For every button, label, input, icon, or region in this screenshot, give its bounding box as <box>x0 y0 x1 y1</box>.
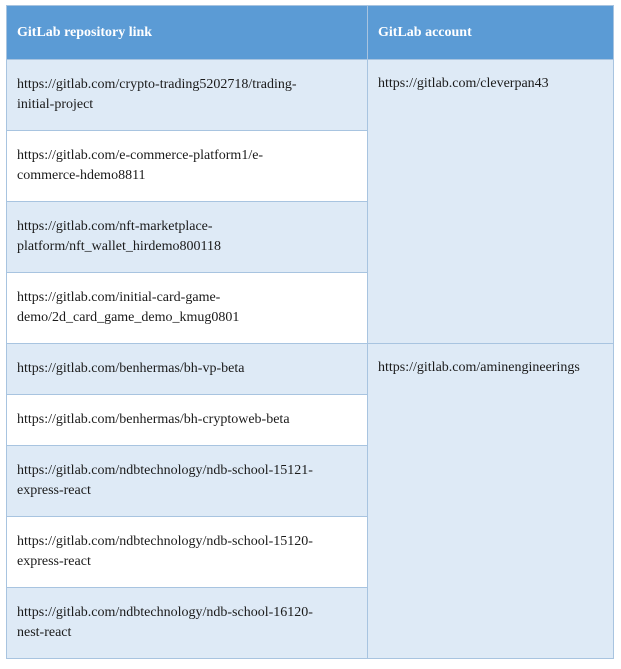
account-cell[interactable] <box>368 344 614 659</box>
repo-link-cell[interactable] <box>7 273 368 344</box>
repo-link-line1: https://gitlab.com/ndbtechnology/ndb-school-16120- <box>17 605 313 620</box>
repo-link-line2: initial-project <box>17 97 94 112</box>
header-row <box>7 6 614 60</box>
repo-link-line2: nest-react <box>17 625 72 640</box>
repo-link-cell[interactable] <box>7 344 368 395</box>
repo-link-cell[interactable] <box>7 446 368 517</box>
repo-link-line2: express-react <box>17 554 91 569</box>
repository-table <box>6 5 614 659</box>
repo-link-line1: https://gitlab.com/ndbtechnology/ndb-school-15121- <box>17 463 313 478</box>
repo-link-cell[interactable] <box>7 60 368 131</box>
header-repo-link: GitLab repository link <box>7 6 368 60</box>
repo-link-line1: https://gitlab.com/nft-marketplace- <box>17 219 213 234</box>
header-account: GitLab account <box>368 6 614 60</box>
account-link[interactable]: https://gitlab.com/cleverpan43 <box>378 76 549 91</box>
repo-link-line1: https://gitlab.com/initial-card-game- <box>17 290 221 305</box>
repo-link-line1: https://gitlab.com/benhermas/bh-vp-beta <box>17 361 245 376</box>
account-cell[interactable] <box>368 60 614 344</box>
repo-link-line2: commerce-hdemo8811 <box>17 168 146 183</box>
repo-link-line1: https://gitlab.com/crypto-trading5202718/trading- <box>17 77 297 92</box>
repo-link-line1: https://gitlab.com/benhermas/bh-cryptoweb-beta <box>17 412 290 427</box>
repo-link-cell[interactable] <box>7 131 368 202</box>
account-link[interactable]: https://gitlab.com/aminengineerings <box>378 360 580 375</box>
table-row <box>7 60 614 131</box>
repo-link-line2: demo/2d_card_game_demo_kmug0801 <box>17 310 240 325</box>
repo-link-cell[interactable] <box>7 588 368 659</box>
repo-link-cell[interactable] <box>7 395 368 446</box>
repo-link-cell[interactable] <box>7 202 368 273</box>
table-row <box>7 344 614 395</box>
repo-link-line2: express-react <box>17 483 91 498</box>
repo-link-line1: https://gitlab.com/e-commerce-platform1/e- <box>17 148 264 163</box>
repo-link-line1: https://gitlab.com/ndbtechnology/ndb-school-15120- <box>17 534 313 549</box>
repo-link-cell[interactable] <box>7 517 368 588</box>
repo-link-line2: platform/nft_wallet_hirdemo800118 <box>17 239 221 254</box>
